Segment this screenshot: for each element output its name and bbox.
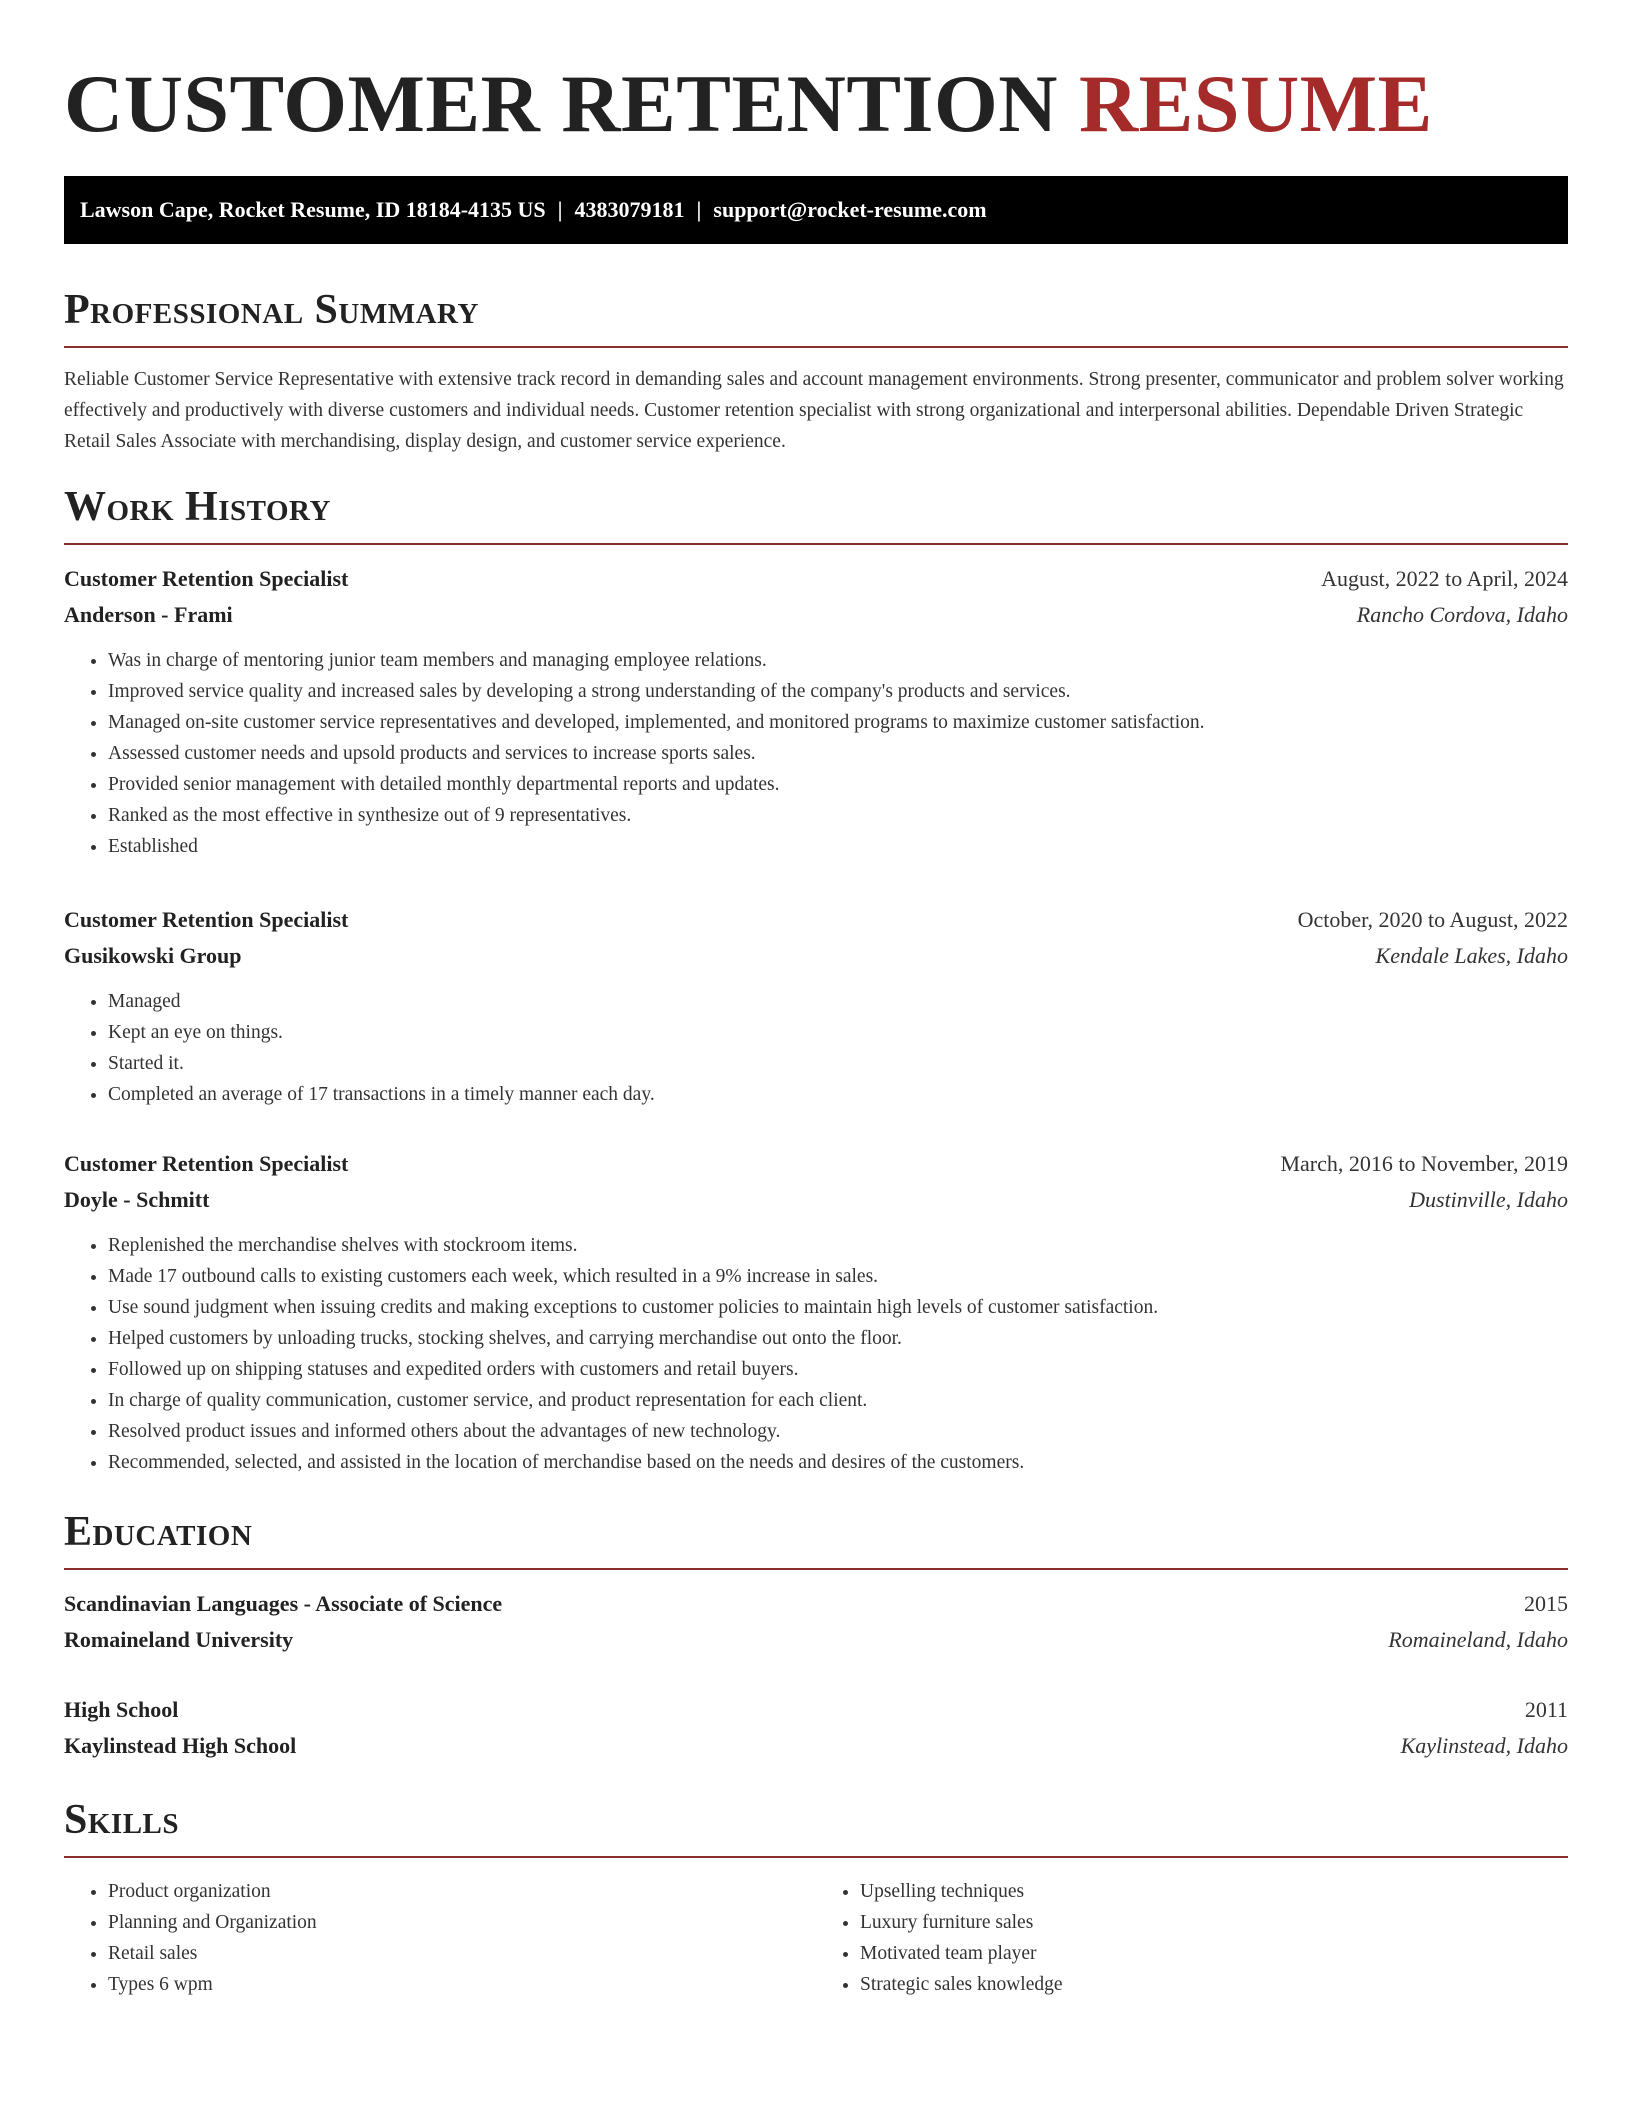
education-school: Kaylinstead High School bbox=[64, 1733, 297, 1758]
job-bullet: • Established bbox=[108, 831, 1568, 862]
contact-email[interactable]: support@rocket-resume.com bbox=[713, 197, 987, 222]
job-bullet: • Completed an average of 17 transactions in a timely manner each day. bbox=[108, 1079, 1568, 1110]
skills-list-left bbox=[64, 1876, 816, 2000]
section-divider bbox=[64, 543, 1568, 545]
skills-section bbox=[64, 1794, 1568, 2000]
section-heading-education: Education bbox=[64, 1509, 253, 1555]
summary-section bbox=[64, 284, 1568, 457]
skill-item: • Luxury furniture sales bbox=[860, 1907, 1568, 1938]
education-section bbox=[64, 1506, 1568, 1764]
education-degree: High School bbox=[64, 1697, 179, 1722]
work-history-section bbox=[64, 481, 1568, 1478]
job-bullet: • Recommended, selected, and assisted in the location of merchandise based on the needs and desires of the customers. bbox=[108, 1447, 1568, 1478]
contact-bar bbox=[64, 176, 1568, 244]
job-bullet: • In charge of quality communication, customer service, and product representation for each client. bbox=[108, 1385, 1568, 1416]
section-heading-work-history: Work History bbox=[64, 484, 331, 530]
job-entry bbox=[64, 561, 1568, 862]
section-heading-skills: Skills bbox=[64, 1797, 180, 1843]
job-header-row bbox=[64, 561, 1568, 597]
resume-page bbox=[64, 0, 1568, 2000]
job-bullet: • Provided senior management with detailed monthly departmental reports and updates. bbox=[108, 769, 1568, 800]
job-entry bbox=[64, 902, 1568, 1110]
job-bullets bbox=[64, 1230, 1568, 1478]
skill-item: • Motivated team player bbox=[860, 1938, 1568, 1969]
skill-item: • Product organization bbox=[108, 1876, 816, 1907]
skill-item: • Planning and Organization bbox=[108, 1907, 816, 1938]
job-bullet: • Assessed customer needs and upsold products and services to increase sports sales. bbox=[108, 738, 1568, 769]
job-company: Doyle - Schmitt bbox=[64, 1187, 210, 1212]
job-bullet: • Improved service quality and increased sales by developing a strong understanding of the company's products and services. bbox=[108, 676, 1568, 707]
skill-item: • Upselling techniques bbox=[860, 1876, 1568, 1907]
section-divider bbox=[64, 1856, 1568, 1858]
job-bullet: • Made 17 outbound calls to existing customers each week, which resulted in a 9% increase in sales. bbox=[108, 1261, 1568, 1292]
education-degree-row bbox=[64, 1586, 1568, 1622]
job-company-row bbox=[64, 938, 1568, 974]
education-year: 2015 bbox=[1524, 1591, 1568, 1616]
skill-item: • Strategic sales knowledge bbox=[860, 1969, 1568, 2000]
job-bullet: • Followed up on shipping statuses and expedited orders with customers and retail buyers. bbox=[108, 1354, 1568, 1385]
job-bullet: • Managed on-site customer service representatives and developed, implemented, and monitored programs to maximize customer satisfaction. bbox=[108, 707, 1568, 738]
job-company: Anderson - Frami bbox=[64, 602, 233, 627]
job-location: Rancho Cordova, Idaho bbox=[1356, 602, 1568, 627]
job-title: Customer Retention Specialist bbox=[64, 1151, 349, 1176]
section-divider bbox=[64, 346, 1568, 348]
job-company-row bbox=[64, 597, 1568, 633]
section-divider bbox=[64, 1568, 1568, 1570]
job-bullet: • Ranked as the most effective in synthesize out of 9 representatives. bbox=[108, 800, 1568, 831]
contact-separator: | bbox=[696, 197, 702, 222]
education-location: Kaylinstead, Idaho bbox=[1400, 1733, 1568, 1758]
contact-separator: | bbox=[557, 197, 563, 222]
job-company: Gusikowski Group bbox=[64, 943, 242, 968]
job-location: Dustinville, Idaho bbox=[1409, 1187, 1568, 1212]
education-year: 2011 bbox=[1524, 1697, 1568, 1722]
job-header-row bbox=[64, 902, 1568, 938]
education-school: Romaineland University bbox=[64, 1627, 294, 1652]
education-school-row bbox=[64, 1728, 1568, 1764]
section-heading-summary: Professional Summary bbox=[64, 287, 479, 333]
job-location: Kendale Lakes, Idaho bbox=[1375, 943, 1568, 968]
job-header-row bbox=[64, 1146, 1568, 1182]
job-dates: October, 2020 to August, 2022 bbox=[1297, 907, 1568, 932]
education-degree-row bbox=[64, 1692, 1568, 1728]
contact-address: Lawson Cape, Rocket Resume, ID 18184-4135 US bbox=[80, 197, 546, 222]
title-accent: RESUME bbox=[1078, 58, 1433, 149]
job-bullet: • Was in charge of mentoring junior team members and managing employee relations. bbox=[108, 645, 1568, 676]
job-bullet: • Managed bbox=[108, 986, 1568, 1017]
job-bullet: • Started it. bbox=[108, 1048, 1568, 1079]
job-title: Customer Retention Specialist bbox=[64, 566, 349, 591]
resume-title bbox=[64, 0, 1568, 152]
education-entry bbox=[64, 1692, 1568, 1764]
job-entry bbox=[64, 1146, 1568, 1478]
contact-phone[interactable]: 4383079181 bbox=[574, 197, 685, 222]
job-title: Customer Retention Specialist bbox=[64, 907, 349, 932]
job-bullet: • Replenished the merchandise shelves with stockroom items. bbox=[108, 1230, 1568, 1261]
job-bullet: • Use sound judgment when issuing credits and making exceptions to customer policies to maintain high levels of customer satisfaction. bbox=[108, 1292, 1568, 1323]
skills-list-right bbox=[816, 1876, 1568, 2000]
job-bullets bbox=[64, 645, 1568, 862]
job-bullet: • Resolved product issues and informed others about the advantages of new technology. bbox=[108, 1416, 1568, 1447]
job-bullets bbox=[64, 986, 1568, 1110]
skills-columns bbox=[64, 1876, 1568, 2000]
summary-text: Reliable Customer Service Representative with extensive track record in demanding sales and account management environments. Strong presenter, communicator and problem solver working effectively and productively with diverse customers and individual needs. Customer retention specialist with strong organizational and interpersonal abilities. Dependable Driven Strategic Retail Sales Associate with merchandising, display design, and customer service experience. bbox=[64, 369, 1564, 452]
job-dates: March, 2016 to November, 2019 bbox=[1280, 1151, 1568, 1176]
skill-item: • Types 6 wpm bbox=[108, 1969, 816, 2000]
education-school-row bbox=[64, 1622, 1568, 1658]
job-company-row bbox=[64, 1182, 1568, 1218]
education-location: Romaineland, Idaho bbox=[1388, 1627, 1568, 1652]
job-bullet: • Helped customers by unloading trucks, stocking shelves, and carrying merchandise out onto the floor. bbox=[108, 1323, 1568, 1354]
skill-item: • Retail sales bbox=[108, 1938, 816, 1969]
education-degree: Scandinavian Languages - Associate of Science bbox=[64, 1591, 503, 1616]
job-bullet: • Kept an eye on things. bbox=[108, 1017, 1568, 1048]
education-entry bbox=[64, 1586, 1568, 1658]
job-dates: August, 2022 to April, 2024 bbox=[1321, 566, 1568, 591]
title-main: CUSTOMER RETENTION bbox=[64, 58, 1058, 149]
